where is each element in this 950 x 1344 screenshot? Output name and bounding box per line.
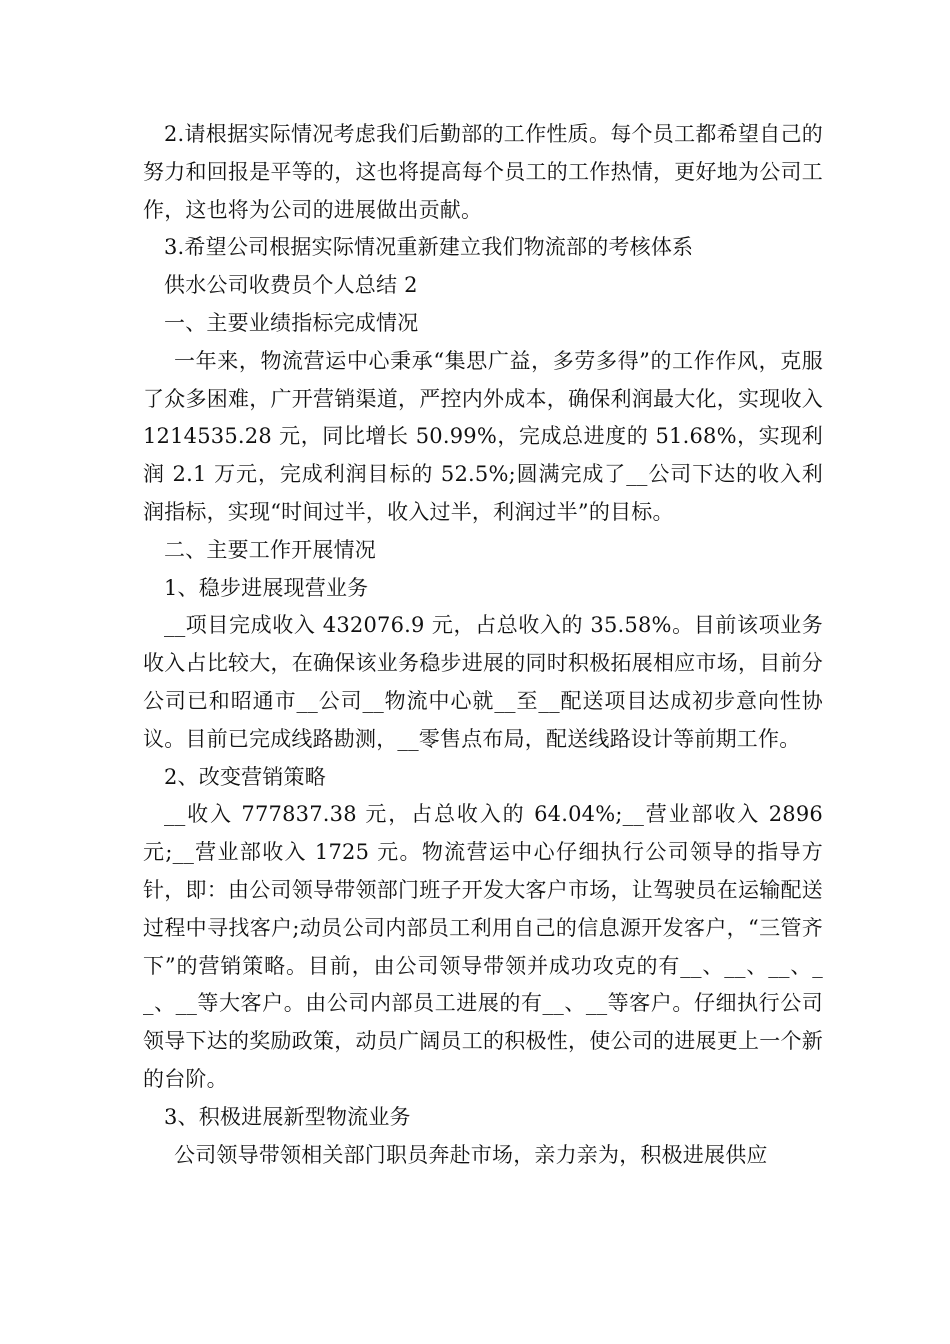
paragraph-existing-business: __项目完成收入 432076.9 元，占总收入的 35.58%。目前该项业务收入占比较大，在确保该业务稳步进展的同时积极拓展相应市场，目前分公司已和昭通市__公司__物流中心就__至__配送项目达成初步意向性协议。目前已完成线路勘测，__零售点布局，配送线路设计等前期工作。: [143, 613, 823, 751]
paragraph-assessment-system: 3.希望公司根据实际情况重新建立我们物流部的考核体系: [164, 235, 694, 260]
document-body: [143, 116, 823, 1174]
paragraph-logistics-nature: 2.请根据实际情况考虑我们后勤部的工作性质。每个员工都希望自己的努力和回报是平等的，这也将提高每个员工的工作热情，更好地为公司工作，这也将为公司的进展做出贡献。: [143, 122, 823, 222]
paragraph-new-logistics-business: 公司领导带领相关部门职员奔赴市场，亲力亲为，积极进展供应: [174, 1142, 768, 1167]
heading-performance-indicators: 一、主要业绩指标完成情况: [164, 310, 419, 335]
heading-existing-business: 1、稳步进展现营业务: [164, 575, 369, 600]
paragraph-marketing-strategy: __收入 777837.38 元，占总收入的 64.04%;__营业部收入 2896 元;__营业部收入 1725 元。物流营运中心仔细执行公司领导的指导方针，即：由公司领导带领部门班子开发大客户市场，让驾驶员在运输配送过程中寻找客户;动员公司内部员工利用自己的信息源开发客户，“三管齐下”的营销策略。目前，由公司领导带领并成功攻克的有__、__、__、__、__等大客户。由公司内部员工进展的有__、__等客户。仔细执行公司领导下达的奖励政策，动员广阔员工的积极性，使公司的进展更上一个新的台阶。: [143, 802, 823, 1091]
heading-marketing-strategy: 2、改变营销策略: [164, 764, 326, 789]
heading-work-progress: 二、主要工作开展情况: [164, 537, 376, 562]
heading-new-logistics-business: 3、积极进展新型物流业务: [164, 1104, 411, 1129]
section-title: 供水公司收费员个人总结 2: [164, 273, 418, 298]
paragraph-annual-results: 一年来，物流营运中心秉承“集思广益，多劳多得”的工作作风，克服了众多困难，广开营销渠道，严控内外成本，确保利润最大化，实现收入 1214535.28 元，同比增长 50.99%，完成总进度的 51.68%，实现利润 2.1 万元，完成利润目标的 52.5%;圆满完成了__公司下达的收入利润指标，实现“时间过半，收入过半，利润过半”的目标。: [143, 348, 823, 524]
